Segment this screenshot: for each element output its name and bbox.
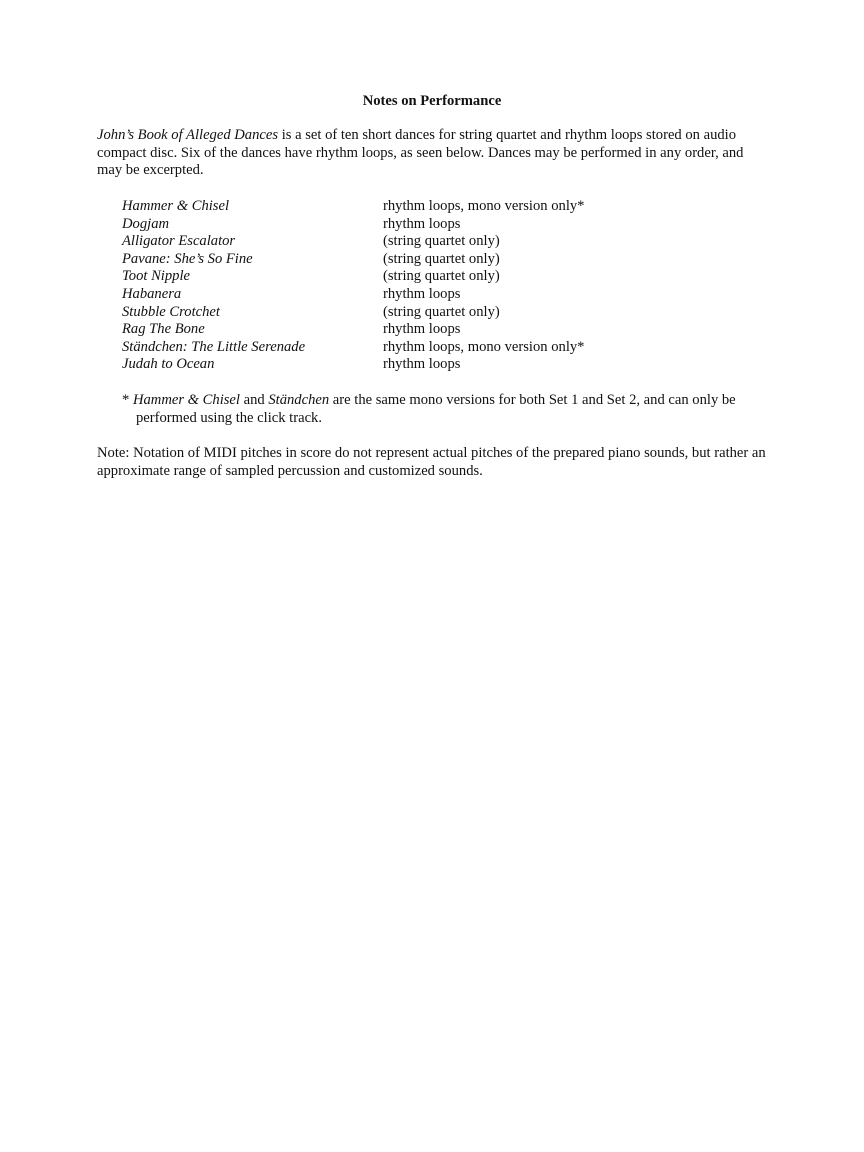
midi-note-paragraph: Note: Notation of MIDI pitches in score do not represent actual pitches of the prepared piano sounds, but rather an approximate range of sampled percussion and customized sounds.	[97, 445, 766, 479]
dance-list	[122, 198, 722, 374]
intro-paragraph	[97, 127, 767, 180]
page-title: Notes on Performance	[362, 93, 502, 109]
dance-note: (string quartet only)	[383, 303, 500, 320]
footnote-marker: *	[122, 392, 133, 408]
footnote-title-1: Hammer & Chisel	[132, 392, 240, 408]
intro-text: is a set of ten short dances for string quartet and rhythm loops stored on audio compact disc. Six of the dances have rhythm loops, as seen below. Dances may be performed in any order, and may be excerpted.	[97, 127, 744, 179]
dance-name: Stubble Crotchet	[122, 303, 220, 320]
dance-name: Hammer & Chisel	[122, 198, 230, 214]
dance-name: Alligator Escalator	[122, 233, 236, 250]
dance-name: Ständchen: The Little Serenade	[122, 338, 306, 355]
footnote-text: are the same mono versions for both Set 1 and Set 2, and can only be performed using the click track.	[136, 392, 736, 426]
dance-note: rhythm loops, mono version only*	[383, 338, 585, 355]
dance-note: rhythm loops, mono version only*	[383, 198, 585, 214]
dance-name: Toot Nipple	[122, 268, 190, 285]
dance-name: Dogjam	[122, 215, 170, 232]
dance-row	[122, 216, 722, 234]
dance-note: (string quartet only)	[383, 250, 500, 267]
work-title: John’s Book of Alleged Dances	[97, 127, 279, 143]
dance-name: Rag The Bone	[122, 321, 205, 338]
dance-note: rhythm loops	[383, 215, 461, 232]
dance-row	[122, 233, 722, 251]
dance-note: rhythm loops	[383, 285, 461, 302]
dance-name: Judah to Ocean	[122, 356, 215, 373]
dance-name: Pavane: She’s So Fine	[122, 250, 253, 267]
dance-row	[122, 304, 722, 322]
dance-note: (string quartet only)	[383, 268, 500, 285]
footnote-conj: and	[239, 392, 269, 408]
dance-row	[122, 251, 722, 269]
dance-row	[122, 286, 722, 304]
dance-row	[122, 198, 722, 216]
dance-row	[122, 339, 722, 357]
dance-note: rhythm loops	[383, 321, 461, 338]
dance-note: rhythm loops	[383, 356, 461, 373]
dance-row	[122, 268, 722, 286]
dance-row	[122, 356, 722, 374]
footnote-title-2: Ständchen	[268, 392, 330, 408]
dance-row	[122, 321, 722, 339]
dance-note: (string quartet only)	[383, 233, 500, 250]
footnote	[122, 392, 776, 427]
dance-name: Habanera	[122, 285, 182, 302]
